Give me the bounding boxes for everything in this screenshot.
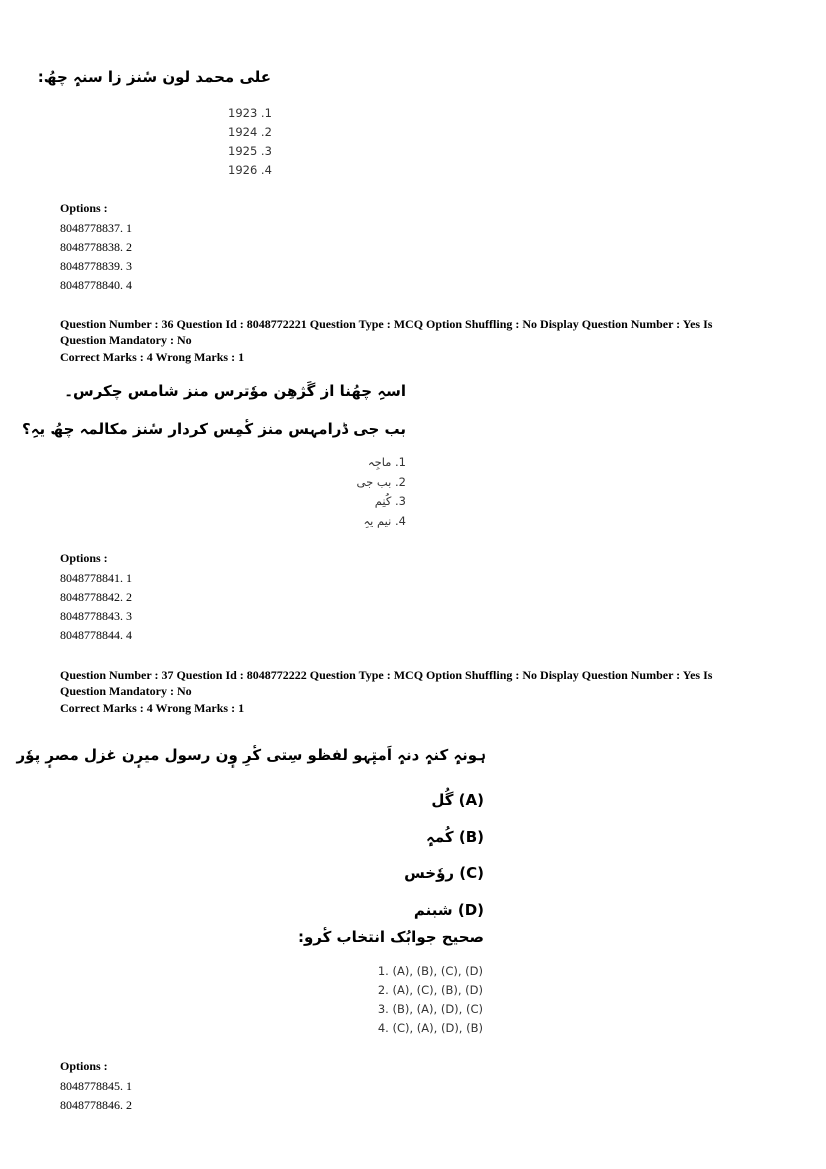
q36-meta-line3: Correct Marks : 4 Wrong Marks : 1 [60,350,245,364]
q35-choice-4: 1926 .4 [228,163,272,177]
q37-option-2: 8048778846. 2 [60,1098,132,1112]
q37-item-list [404,782,484,928]
q36-choice-4: 4. نیم یہِ [363,513,406,528]
q37-meta [60,667,780,716]
q35-option-2: 8048778838. 2 [60,240,132,254]
q37-option-1: 8048778845. 1 [60,1079,132,1093]
q35-question-text: علی محمد لون سٔنز زا سنہٕ چھُ: [37,68,271,86]
q35-option-4: 8048778840. 4 [60,278,132,292]
q37-meta-line2: Question Mandatory : No [60,684,192,698]
q36-question-line2: بب جی ڈرامہس منز کٔمِس کردار سٔنز مکالمہ چھُ یہِ؟ [22,420,406,438]
q37-item-c: (C) روٗخس [404,864,484,882]
q36-option-4: 8048778844. 4 [60,628,132,642]
q35-choice-1: 1923 .1 [228,106,272,120]
q35-option-list [60,219,132,295]
q35-choice-list [228,104,272,180]
q37-option-list [60,1077,132,1115]
q37-item-b: (B) کُمہٕ [426,827,484,846]
q36-choice-2: 2. بب جی [356,474,406,489]
q36-meta-line2: Question Mandatory : No [60,333,192,347]
q35-option-3: 8048778839. 3 [60,259,132,273]
q36-option-list [60,569,132,645]
q36-meta-line1: Question Number : 36 Question Id : 8048772221 Question Type : MCQ Option Shuffling : No Display Question Number : Yes Is [60,317,713,331]
q36-question-line1: اسہِ چھُنا از گَژھِن موٗترس منز شامس چکرس۔ [64,382,406,400]
q37-choice-3: (C) ,(D) ,(A) ,(B) .3 [377,1002,483,1016]
q37-choice-2: (D) ,(B) ,(C) ,(A) .2 [377,983,483,997]
q37-choice-list [378,962,483,1038]
q36-option-3: 8048778843. 3 [60,609,132,623]
q37-meta-line1: Question Number : 37 Question Id : 8048772222 Question Type : MCQ Option Shuffling : No Display Question Number : Yes Is [60,668,713,682]
q36-option-2: 8048778842. 2 [60,590,132,604]
q36-choice-3: 3. کُنِم [374,494,406,508]
q36-option-1: 8048778841. 1 [60,571,132,585]
q36-meta [60,316,780,365]
q37-item-a: (A) گُل [431,791,484,809]
q35-option-1: 8048778837. 1 [60,221,132,235]
q36-choice-1: 1. ماجِہ [367,455,406,469]
q36-choice-list [357,453,406,531]
q35-options-label: Options : [60,201,108,215]
q37-item-d: (D) شبنم [413,900,484,919]
q37-options-label: Options : [60,1059,108,1073]
q35-choice-2: 1924 .2 [228,125,272,139]
q37-choice-4: (B) ,(D) ,(A) ,(C) .4 [377,1021,483,1035]
q36-options-label: Options : [60,551,108,565]
q37-choice-1: (D) ,(C) ,(B) ,(A) .1 [377,964,483,978]
q37-question-text: ہونہٕ کنہٕ دنہٕ اَمتٕہو لفظو سِتی کٔرِ وٕن رسول میرٕن غزل مصرٕ پوٗر [16,746,486,764]
q37-instruction: صحیح جوابُک انتخاب کٔرو: [297,928,484,946]
q37-meta-line3: Correct Marks : 4 Wrong Marks : 1 [60,701,245,715]
q35-choice-3: 1925 .3 [228,144,272,158]
